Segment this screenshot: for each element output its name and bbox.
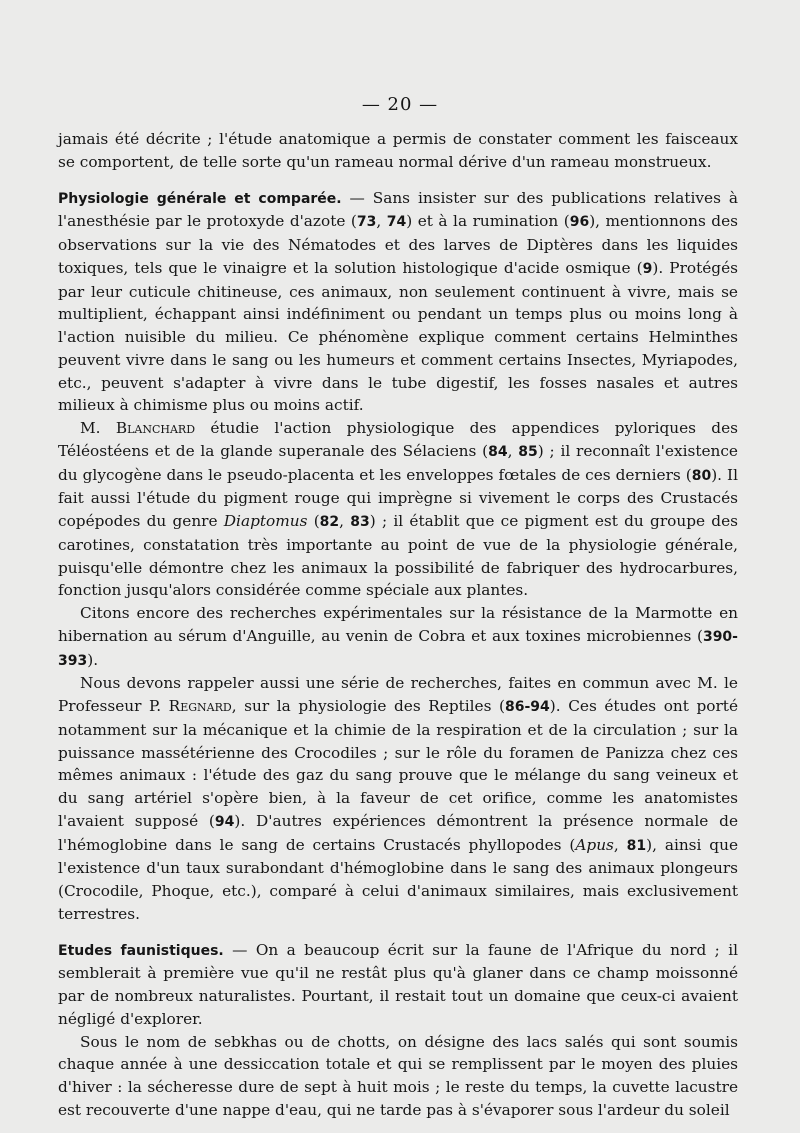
text-run: ). [87,650,99,669]
genus-name: Diaptomus [223,512,308,530]
text-run: ) et à la rumination ( [406,212,570,231]
reference-number: 73 [356,214,377,231]
paragraph-1 [58,128,738,174]
text-run: Citons encore des recherches expérimentales sur la résistance de la Marmotte en hibernation au sérum d'Anguille, au venin de Cobra et aux toxines microbiennes ( [58,604,738,645]
text-run: , sur la physiologie des Reptiles ( [231,697,505,715]
reference-number: 96 [569,214,590,231]
paragraph-sebkhas [58,1031,738,1122]
text-run: , [507,441,519,460]
reference-number: 81 [626,837,647,854]
reference-number: 83 [350,514,370,530]
author-name: Blanchard [115,419,196,437]
text-run: Nous devons rappeler aussi une série de recherches, faites en commun avec M. le Professeur P. [58,674,738,715]
text-run: étudie l'action physiologique des appendices pyloriques des Téléostéens et de la glande superanale des Sélaciens ( [58,419,739,460]
text-run: ), mentionnons des observations sur la vie des Nématodes et des larves de Diptères dans les liquides toxiques, tels que le vinaigre et la solution histologique d'acide osmique ( [58,212,739,277]
text-run: ), ainsi que l'existence d'un taux surabondant d'hémoglobine dans le sang des animaux plongeurs (Crocodile, Phoque, etc.), comparé à celui d'animaux similaires, mais exclusivement terrestres. [58,835,738,923]
genus-name: Apus [575,835,614,854]
text-run: — On a beaucoup écrit sur la faune de l'Afrique du nord ; il semblerait à première vue qu'il ne restât plus qu'à glaner dans ce champ moissonné par de nombreux naturalistes. Pourtant, il restait tout un domaine que ceux-ci avaient négligé d'explorer. [58,940,738,1028]
text-run: ). Il fait aussi l'étude du pigment rouge qui imprègne si vivement le corps des Crustacés copépodes du genre [58,465,738,530]
text-run: ). Protégés par leur cuticule chitineuse, ces animaux, non seulement continuent à vivre, mais se multiplient, échappant ainsi indéfiniment ou pendant un temps plus ou moins long à l'action nuisible du milieu. Ce phénomène explique comment certains Helminthes peuvent vivre dans le sang ou les humeurs et comment certains Insectes, Myriapodes, etc., peuvent s'adapter à vivre dans le tube digestif, les fosses nasales et autres milieux à chimisme plus ou moins actif. [58,258,738,415]
section-heading-physiologie: Physiologie générale et comparée. [58,190,342,207]
body-text [58,128,738,1122]
paragraph-blanchard [58,417,738,602]
paragraph-faunistiques [58,939,738,1031]
reference-number: 86-94 [505,699,550,715]
text-run: — Sans insister sur des publications relatives à l'anesthésie par le protoxyde d'azote ( [58,188,738,231]
text-run: M. [80,419,116,437]
text-run: , [376,212,387,231]
reference-number: 9 [642,260,653,277]
reference-number: 84 [488,443,508,460]
reference-number: 74 [386,214,407,231]
reference-number: 82 [319,514,340,530]
text-run: ). D'autres expériences démontrent la présence normale de l'hémoglobine dans le sang de certains Crustacés phyllopodes ( [58,811,739,854]
page-number: — 20 — [361,94,439,115]
text-run: ). Ces études ont porté notamment sur la mécanique et la chimie de la respiration et de la circulation ; sur la puissance massétérienne des Crocodiles ; sur le rôle du foramen de Panizza chez ces mêmes animaux : l'étude des gaz du sang prouve que le mélange du sang veineux et du sang artériel s'opère bien, à la faveur de cet orifice, comme les anatomistes l'avaient supposé ( [58,697,739,830]
text-run: , [339,512,351,530]
paragraph-reptiles [58,672,738,925]
author-name: Regnard [168,697,232,715]
paragraph-physiologie [58,187,738,418]
text-run: , [613,835,627,854]
text-run: ) ; il établit que ce pigment est du groupe des carotines, constatation très importante au point de vue de la physiologie générale, puisqu'elle démontre chez les animaux la possibilité de fabriquer des hydrocarbures, fonction jusqu'alors considérée comme spéciale aux plantes. [58,512,738,600]
text-run: ( [307,512,320,530]
text-run: jamais été décrite ; l'étude anatomique a permis de constater comment les faisceaux se comportent, de telle sorte qu'un rameau normal dérive d'un rameau monstrueux. [58,130,738,171]
reference-number: 85 [518,443,538,460]
text-run: ) ; il reconnaît l'existence du glycogène dans le pseudo-placenta et les enveloppes fœtales de ces derniers ( [58,441,738,484]
text-run: Sous le nom de sebkhas ou de chotts, on désigne des lacs salés qui sont soumis chaque année à une dessiccation totale et qui se remplissent par le moyen des pluies d'hiver : la sécheresse dure de sept à huit mois ; le reste du temps, la cuvette lacustre est recouverte d'une nappe d'eau, qui ne tarde pas à s'évaporer sous l'ardeur du soleil [58,1032,738,1119]
section-heading-faunistiques: Etudes faunistiques. [58,942,224,959]
paragraph-marmotte [58,602,738,672]
reference-number: 80 [691,467,712,484]
reference-number: 390-393 [58,628,738,669]
reference-number: 94 [214,813,235,830]
